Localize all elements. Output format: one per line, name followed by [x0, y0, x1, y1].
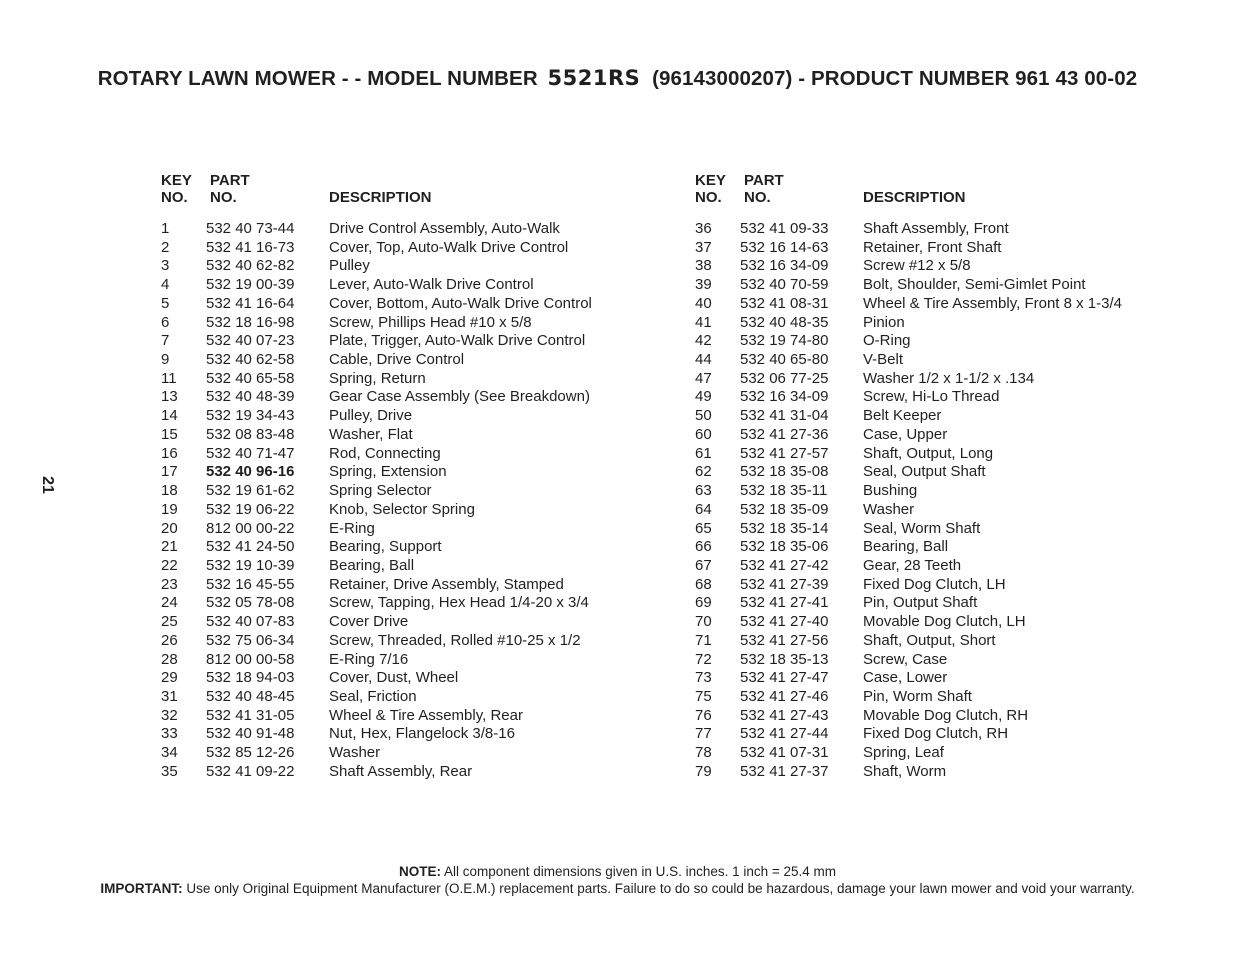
key-number: 3 [161, 257, 170, 275]
part-description: Gear, 28 Teeth [863, 556, 962, 574]
table-row [161, 314, 641, 333]
part-description: Fixed Dog Clutch, RH [863, 725, 1009, 743]
key-number: 44 [695, 351, 712, 369]
part-description: Washer 1/2 x 1-1/2 x .134 [863, 369, 1035, 387]
key-number: 38 [695, 257, 712, 275]
part-description: Movable Dog Clutch, RH [863, 706, 1029, 724]
key-number: 76 [695, 706, 712, 724]
table-row [161, 763, 641, 782]
part-description: Cover, Top, Auto-Walk Drive Control [329, 238, 569, 256]
key-number: 16 [161, 444, 178, 462]
key-number: 17 [161, 463, 178, 481]
table-row [695, 295, 1175, 314]
part-description: Movable Dog Clutch, LH [863, 613, 1026, 631]
table-row [161, 576, 641, 595]
table-row [161, 744, 641, 763]
part-number: 532 41 16-64 [206, 294, 295, 312]
table-row [695, 725, 1175, 744]
part-number: 532 16 34-09 [740, 257, 829, 275]
part-number: 532 19 34-43 [206, 407, 295, 425]
part-description: Screw, Case [863, 650, 948, 668]
key-number: 64 [695, 500, 712, 518]
table-row [161, 463, 641, 482]
part-description: Seal, Friction [329, 687, 417, 705]
part-number: 532 18 35-08 [740, 463, 829, 481]
part-number: 532 41 27-44 [740, 725, 829, 743]
note-text: All component dimensions given in U.S. inches. 1 inch = 25.4 mm [440, 864, 837, 879]
part-description: Cover, Dust, Wheel [329, 669, 459, 687]
key-number: 63 [695, 482, 712, 500]
part-number: 532 18 94-03 [206, 669, 295, 687]
part-description: Wheel & Tire Assembly, Rear [329, 706, 523, 724]
table-row [695, 538, 1175, 557]
table-row [161, 688, 641, 707]
part-number: 532 19 61-62 [206, 482, 295, 500]
key-number: 18 [161, 482, 178, 500]
table-row [695, 220, 1175, 239]
table-row [161, 351, 641, 370]
part-description: Washer, Flat [329, 425, 413, 443]
part-number: 532 41 27-41 [740, 594, 829, 612]
key-number: 14 [161, 407, 178, 425]
key-number: 35 [161, 762, 178, 780]
table-row [161, 707, 641, 726]
part-number: 532 41 27-57 [740, 444, 829, 462]
key-number: 23 [161, 575, 178, 593]
key-number: 60 [695, 425, 712, 443]
key-number: 34 [161, 744, 178, 762]
table-row [695, 257, 1175, 276]
table-row [161, 632, 641, 651]
key-number: 15 [161, 425, 178, 443]
table-row [695, 370, 1175, 389]
part-number: 532 06 77-25 [740, 369, 829, 387]
table-row [695, 669, 1175, 688]
part-description: Retainer, Front Shaft [863, 238, 1002, 256]
part-number: 812 00 00-58 [206, 650, 295, 668]
key-number: 9 [161, 351, 170, 369]
part-number: 532 41 09-33 [740, 220, 829, 237]
key-number: 28 [161, 650, 178, 668]
table-row [161, 669, 641, 688]
key-number: 20 [161, 519, 178, 537]
part-description: Belt Keeper [863, 407, 942, 425]
key-header-top: KEY [161, 172, 192, 189]
part-number: 532 40 62-82 [206, 257, 295, 275]
part-number: 532 41 31-05 [206, 706, 295, 724]
part-description: Washer [329, 744, 381, 762]
part-number: 532 41 27-39 [740, 575, 829, 593]
part-header-top: PART [210, 172, 250, 189]
part-number: 532 19 10-39 [206, 556, 295, 574]
part-description: Bearing, Ball [329, 556, 415, 574]
part-description: Pinion [863, 313, 905, 331]
key-number: 72 [695, 650, 712, 668]
part-number: 532 41 16-73 [206, 238, 295, 256]
part-description: Shaft Assembly, Rear [329, 762, 473, 780]
key-header-bottom: NO. [161, 189, 188, 206]
part-number: 532 41 09-22 [206, 762, 295, 780]
part-number: 532 40 62-58 [206, 351, 295, 369]
part-number: 532 75 06-34 [206, 631, 295, 649]
title-suffix: (96143000207) - PRODUCT NUMBER 961 43 00-02 [652, 67, 1138, 90]
key-number: 2 [161, 238, 170, 256]
description-header: DESCRIPTION [329, 189, 432, 206]
important-label: IMPORTANT: [100, 881, 183, 896]
table-row [695, 613, 1175, 632]
key-number: 78 [695, 744, 712, 762]
part-description: Cable, Drive Control [329, 351, 465, 369]
table-row [161, 613, 641, 632]
part-description: Plate, Trigger, Auto-Walk Drive Control [329, 332, 586, 350]
part-description: E-Ring [329, 519, 375, 537]
table-row [695, 594, 1175, 613]
part-description: Screw, Hi-Lo Thread [863, 388, 1000, 406]
part-description: Gear Case Assembly (See Breakdown) [329, 388, 590, 406]
table-row [161, 520, 641, 539]
part-description: Cover Drive [329, 613, 409, 631]
note [0, 864, 1235, 879]
part-description: Retainer, Drive Assembly, Stamped [329, 575, 564, 593]
table-row [695, 501, 1175, 520]
key-number: 24 [161, 594, 178, 612]
part-number: 532 41 27-46 [740, 687, 829, 705]
key-number: 66 [695, 538, 712, 556]
key-number: 49 [695, 388, 712, 406]
part-description: Fixed Dog Clutch, LH [863, 575, 1006, 593]
part-description: Bearing, Support [329, 538, 442, 556]
table-row [695, 426, 1175, 445]
part-description: Spring, Return [329, 369, 426, 387]
part-description: Lever, Auto-Walk Drive Control [329, 276, 534, 294]
key-number: 42 [695, 332, 712, 350]
table-row [161, 220, 641, 239]
part-number: 532 40 91-48 [206, 725, 295, 743]
key-number: 37 [695, 238, 712, 256]
part-number: 532 41 27-40 [740, 613, 829, 631]
part-number: 532 40 07-23 [206, 332, 295, 350]
part-number: 532 19 06-22 [206, 500, 295, 518]
part-description: Bearing, Ball [863, 538, 949, 556]
part-header-bottom: NO. [744, 189, 771, 206]
important-text: Use only Original Equipment Manufacturer (O.E.M.) replacement parts. Failure to do so could be hazardous, damage your lawn mower and void your warranty. [182, 881, 1135, 896]
part-description: Case, Upper [863, 425, 948, 443]
key-number: 11 [161, 369, 177, 387]
part-description: Spring, Leaf [863, 744, 944, 762]
key-number: 5 [161, 294, 170, 312]
table-row [695, 763, 1175, 782]
key-number: 69 [695, 594, 712, 612]
key-number: 61 [695, 444, 712, 462]
part-description: Spring Selector [329, 482, 432, 500]
part-description: O-Ring [863, 332, 911, 350]
part-number: 532 41 07-31 [740, 744, 829, 762]
key-number: 7 [161, 332, 170, 350]
table-row [161, 332, 641, 351]
part-number: 532 41 27-43 [740, 706, 829, 724]
part-number: 532 85 12-26 [206, 744, 295, 762]
key-number: 6 [161, 313, 170, 331]
part-description: Rod, Connecting [329, 444, 441, 462]
table-row [695, 744, 1175, 763]
part-description: Wheel & Tire Assembly, Front 8 x 1-3/4 [863, 294, 1122, 312]
page-number: 21 [38, 476, 56, 494]
page-title [0, 66, 1235, 91]
part-description: Pulley [329, 257, 370, 275]
key-number: 68 [695, 575, 712, 593]
part-description: E-Ring 7/16 [329, 650, 409, 668]
table-row [161, 501, 641, 520]
key-header-bottom: NO. [695, 189, 722, 206]
title-prefix: ROTARY LAWN MOWER - - MODEL NUMBER [97, 67, 538, 90]
part-description: Screw #12 x 5/8 [863, 257, 971, 275]
part-number: 532 16 34-09 [740, 388, 829, 406]
part-number: 532 18 16-98 [206, 313, 295, 331]
part-number: 532 16 45-55 [206, 575, 295, 593]
part-number: 532 40 07-83 [206, 613, 295, 631]
table-row [161, 295, 641, 314]
table-row [695, 351, 1175, 370]
key-number: 65 [695, 519, 712, 537]
part-number: 532 40 48-39 [206, 388, 295, 406]
table-row [695, 651, 1175, 670]
key-number: 39 [695, 276, 712, 294]
table-row [695, 407, 1175, 426]
key-number: 22 [161, 556, 178, 574]
important-notice [0, 881, 1235, 896]
part-number: 532 41 27-47 [740, 669, 829, 687]
table-row [695, 707, 1175, 726]
key-number: 41 [695, 313, 712, 331]
part-number: 532 19 00-39 [206, 276, 295, 294]
key-number: 67 [695, 556, 712, 574]
key-number: 40 [695, 294, 712, 312]
part-header-bottom: NO. [210, 189, 237, 206]
table-row [161, 239, 641, 258]
part-number: 532 08 83-48 [206, 425, 295, 443]
part-number: 532 40 65-80 [740, 351, 829, 369]
table-row [695, 688, 1175, 707]
table-row [161, 370, 641, 389]
part-number: 532 41 24-50 [206, 538, 295, 556]
part-number: 532 40 65-58 [206, 369, 295, 387]
key-number: 71 [695, 631, 712, 649]
part-header-top: PART [744, 172, 784, 189]
part-number: 532 18 35-13 [740, 650, 829, 668]
table-row [161, 725, 641, 744]
table-row [695, 482, 1175, 501]
parts-rows [161, 220, 641, 782]
part-description: Nut, Hex, Flangelock 3/8-16 [329, 725, 515, 743]
table-row [161, 426, 641, 445]
key-number: 19 [161, 500, 178, 518]
part-number: 532 18 35-06 [740, 538, 829, 556]
key-number: 47 [695, 369, 712, 387]
key-number: 1 [161, 220, 170, 237]
part-description: Pulley, Drive [329, 407, 413, 425]
part-number: 532 16 14-63 [740, 238, 829, 256]
key-number: 29 [161, 669, 178, 687]
part-number: 532 40 96-16 [206, 463, 295, 481]
part-number: 532 40 73-44 [206, 220, 295, 237]
part-number: 532 40 70-59 [740, 276, 829, 294]
key-number: 50 [695, 407, 712, 425]
part-description: Shaft, Output, Short [863, 631, 996, 649]
key-number: 21 [161, 538, 178, 556]
part-number: 532 41 08-31 [740, 294, 829, 312]
table-row [695, 445, 1175, 464]
key-number: 26 [161, 631, 178, 649]
table-row [695, 463, 1175, 482]
key-number: 36 [695, 220, 712, 237]
key-number: 79 [695, 762, 712, 780]
table-row [161, 445, 641, 464]
table-row [161, 407, 641, 426]
part-number: 532 05 78-08 [206, 594, 295, 612]
part-description: Shaft, Output, Long [863, 444, 994, 462]
key-number: 62 [695, 463, 712, 481]
description-header: DESCRIPTION [863, 189, 966, 206]
table-row [161, 276, 641, 295]
part-description: Bushing [863, 482, 918, 500]
table-row [695, 576, 1175, 595]
table-row [695, 388, 1175, 407]
key-number: 25 [161, 613, 178, 631]
key-number: 70 [695, 613, 712, 631]
table-row [695, 520, 1175, 539]
part-description: Screw, Threaded, Rolled #10-25 x 1/2 [329, 631, 581, 649]
part-description: Drive Control Assembly, Auto-Walk [329, 220, 560, 237]
table-row [161, 594, 641, 613]
part-description: Pin, Worm Shaft [863, 687, 972, 705]
table-row [695, 239, 1175, 258]
part-number: 532 41 27-37 [740, 762, 829, 780]
key-number: 13 [161, 388, 178, 406]
part-number: 532 41 27-56 [740, 631, 829, 649]
table-row [161, 538, 641, 557]
table-row [161, 482, 641, 501]
key-number: 75 [695, 687, 712, 705]
part-number: 532 41 27-42 [740, 556, 829, 574]
key-header-top: KEY [695, 172, 726, 189]
part-number: 532 40 48-45 [206, 687, 295, 705]
key-number: 73 [695, 669, 712, 687]
table-row [695, 314, 1175, 333]
part-description: Seal, Worm Shaft [863, 519, 981, 537]
part-description: Screw, Phillips Head #10 x 5/8 [329, 313, 532, 331]
part-description: Screw, Tapping, Hex Head 1/4-20 x 3/4 [329, 594, 589, 612]
part-number: 532 18 35-11 [740, 482, 828, 500]
key-number: 77 [695, 725, 712, 743]
part-number: 532 41 27-36 [740, 425, 829, 443]
part-number: 532 40 48-35 [740, 313, 829, 331]
table-row [161, 557, 641, 576]
part-description: Cover, Bottom, Auto-Walk Drive Control [329, 294, 592, 312]
table-row [695, 557, 1175, 576]
part-number: 532 18 35-14 [740, 519, 829, 537]
table-row [695, 632, 1175, 651]
part-number: 532 41 31-04 [740, 407, 829, 425]
key-number: 32 [161, 706, 178, 724]
part-description: Shaft, Worm [863, 762, 947, 780]
key-number: 33 [161, 725, 178, 743]
table-row [161, 257, 641, 276]
part-number: 812 00 00-22 [206, 519, 295, 537]
part-number: 532 18 35-09 [740, 500, 829, 518]
model-number: 5521RS [547, 66, 641, 90]
table-row [161, 651, 641, 670]
part-number: 532 19 74-80 [740, 332, 829, 350]
table-row [695, 332, 1175, 351]
part-description: Spring, Extension [329, 463, 447, 481]
note-label: NOTE: [398, 864, 441, 879]
part-description: V-Belt [863, 351, 904, 369]
part-description: Case, Lower [863, 669, 948, 687]
part-description: Seal, Output Shaft [863, 463, 986, 481]
key-number: 31 [161, 687, 178, 705]
part-number: 532 40 71-47 [206, 444, 295, 462]
table-row [161, 388, 641, 407]
part-description: Washer [863, 500, 915, 518]
table-row [695, 276, 1175, 295]
part-description: Knob, Selector Spring [329, 500, 475, 518]
parts-rows [695, 220, 1175, 782]
key-number: 4 [161, 276, 170, 294]
part-description: Pin, Output Shaft [863, 594, 978, 612]
part-description: Shaft Assembly, Front [863, 220, 1009, 237]
part-description: Bolt, Shoulder, Semi-Gimlet Point [863, 276, 1086, 294]
